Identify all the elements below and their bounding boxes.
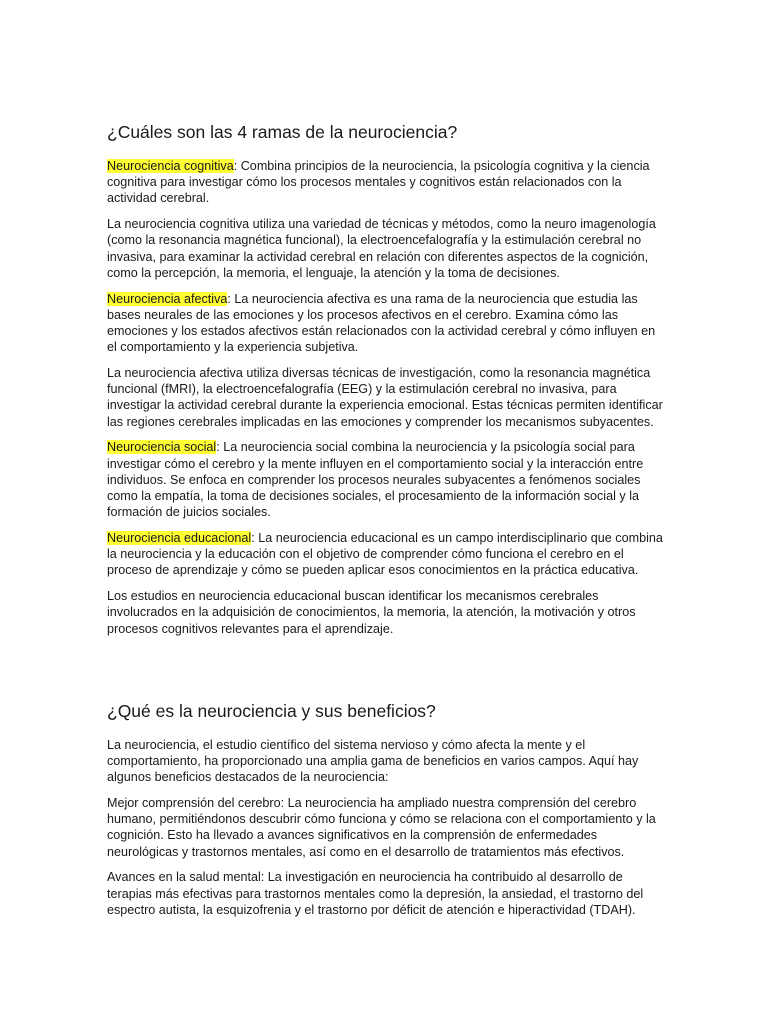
highlight-term-afectiva: Neurociencia afectiva [107,291,228,306]
paragraph-afectiva-detail: La neurociencia afectiva utiliza diversas técnicas de investigación, como la resonancia magnética funcional (fMRI), la electroencefalografía (EEG) y la estimulación cerebral no invasiva, para investigar la actividad cerebral durante la experiencia emocional. Estas técnicas permiten identificar las regiones cerebrales implicadas en las emociones y comprender los mecanismos subyacentes. [107,366,663,429]
highlight-term-social: Neurociencia social [107,440,217,455]
paragraph-educacional-detail: Los estudios en neurociencia educacional buscan identificar los mecanismos cerebrales involucrados en la adquisición de conocimientos, la memoria, la atención, la motivación y otros procesos cognitivos relevantes para el aprendizaje. [107,589,636,636]
section-heading-beneficios: ¿Qué es la neurociencia y sus beneficios? [107,700,436,721]
paragraph-cognitiva [107,158,668,207]
paragraph-afectiva-text: : La neurociencia afectiva es una rama de la neurociencia que estudia las bases neurales de las emociones y los procesos afectivos en el cerebro. Examina cómo las emociones y los estados afectivos están relacionados con la actividad cerebral y cómo influyen en el comportamiento y la experiencia subjetiva. [107,291,656,355]
section-heading-ramas: ¿Cuáles son las 4 ramas de la neurociencia? [107,122,458,142]
paragraph-afectiva [107,291,668,356]
paragraph-educacional-text: : La neurociencia educacional es un campo interdisciplinario que combina la neurociencia y la educación con el objetivo de comprender cómo funciona el cerebro en el proceso de aprendizaje y cómo se pueden aplicar esos conocimientos en la práctica educativa. [107,531,663,578]
paragraph-beneficio-cerebro: Mejor comprensión del cerebro: La neurociencia ha ampliado nuestra comprensión del cerebro humano, permitiéndonos descubrir cómo funciona y cómo se relaciona con el comportamiento y la cognición. Esto ha llevado a avances significativos en la comprensión de enfermedades neurológicas y trastornos mentales, así como en el desarrollo de tratamientos más efectivos. [107,796,656,859]
paragraph-beneficio-salud-mental: Avances en la salud mental: La investigación en neurociencia ha contribuido al desarrollo de terapias más efectivas para trastornos mentales como la depresión, la ansiedad, el trastorno del espectro autista, la esquizofrenia y el trastorno por déficit de atención e hiperactividad (TDAH). [107,870,644,917]
paragraph-educacional [107,530,668,579]
highlight-term-cognitiva: Neurociencia cognitiva [107,159,234,173]
paragraph-social [107,439,668,520]
highlight-term-educacional: Neurociencia educacional [107,531,252,546]
paragraph-social-text: : La neurociencia social combina la neurociencia y la psicología social para investigar cómo el cerebro y la mente influyen en el comportamiento social y la interacción entre individuos. Se enfoca en comprender los procesos neurales subyacentes a fenómenos sociales como la empatía, la toma de decisiones sociales, el procesamiento de la información social y la formación de juicios sociales. [107,440,644,520]
paragraph-intro-beneficios: La neurociencia, el estudio científico del sistema nervioso y cómo afecta la mente y el comportamiento, ha proporcionado una amplia gama de beneficios en varios campos. Aquí hay algunos beneficios destacados de la neurociencia: [107,737,639,785]
paragraph-cognitiva-text: : Combina principios de la neurociencia, la psicología cognitiva y la ciencia cognitiva para investigar cómo los procesos mentales y cognitivos están relacionados con la actividad cerebral. [107,159,650,206]
paragraph-cognitiva-detail: La neurociencia cognitiva utiliza una variedad de técnicas y métodos, como la neuro imagenología (como la resonancia magnética funcional), la electroencefalografía y la estimulación cerebral no invasiva, para examinar la actividad cerebral en relación con diferentes aspectos de la cognición, como la percepción, la memoria, el lenguaje, la atención y la toma de decisiones. [107,217,656,280]
